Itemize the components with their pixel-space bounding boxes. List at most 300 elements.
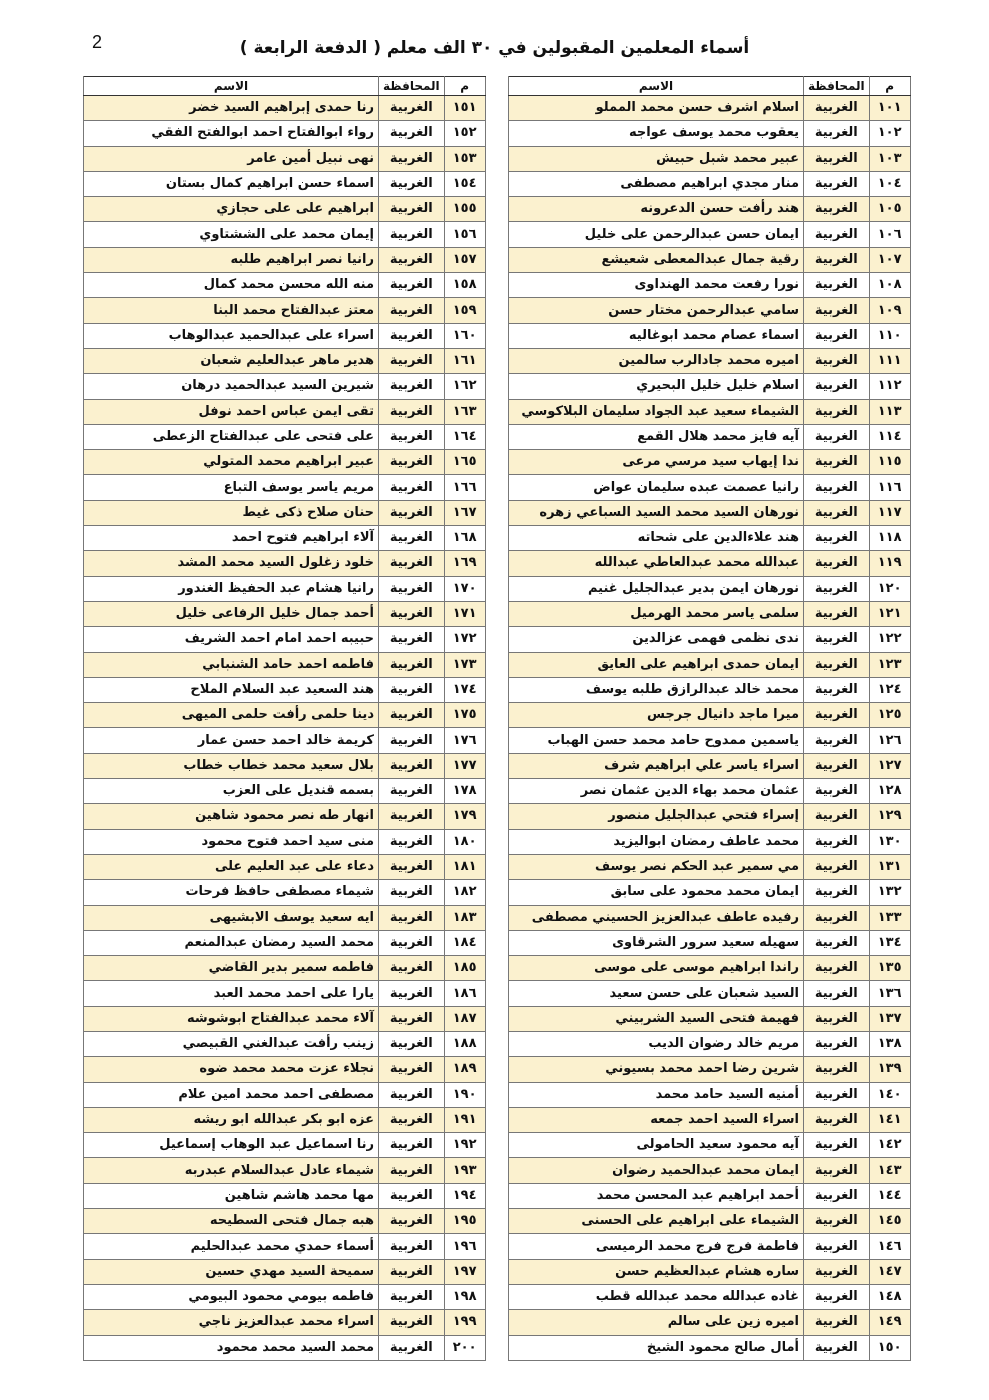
table-row	[509, 1335, 911, 1360]
row-number: ١٤٧	[869, 1259, 910, 1284]
table-row	[509, 1284, 911, 1309]
row-name: منه الله محسن محمد كمال	[84, 273, 379, 298]
row-number: ١٠٧	[869, 247, 910, 272]
row-name: ندا إيهاب سيد مرسي مرعى	[509, 450, 804, 475]
row-governorate: الغربية	[804, 804, 870, 829]
row-name: مها محمد هاشم شاهين	[84, 1183, 379, 1208]
row-governorate: الغربية	[804, 829, 870, 854]
table-row	[509, 551, 911, 576]
row-governorate: الغربية	[804, 880, 870, 905]
row-name: يعقوب محمد يوسف عواجه	[509, 121, 804, 146]
row-name: كريمة خالد احمد حسن عمار	[84, 728, 379, 753]
table-row	[509, 804, 911, 829]
table-row	[84, 121, 486, 146]
row-number: ١٥١	[444, 96, 485, 121]
row-governorate: الغربية	[379, 247, 445, 272]
row-name: منار مجدي ابراهيم مصطفى	[509, 171, 804, 196]
row-governorate: الغربية	[379, 854, 445, 879]
row-governorate: الغربية	[804, 779, 870, 804]
row-governorate: الغربية	[804, 601, 870, 626]
row-number: ١٦٣	[444, 399, 485, 424]
table-row	[84, 930, 486, 955]
table-row	[84, 804, 486, 829]
row-number: ١٩١	[444, 1107, 485, 1132]
table-row	[509, 323, 911, 348]
row-governorate: الغربية	[379, 829, 445, 854]
row-governorate: الغربية	[379, 273, 445, 298]
page-number: 2	[92, 32, 103, 52]
table-row	[84, 1057, 486, 1082]
table-row	[84, 323, 486, 348]
table-row	[84, 247, 486, 272]
row-number: ١١٩	[869, 551, 910, 576]
row-number: ١٩٣	[444, 1158, 485, 1183]
row-governorate: الغربية	[804, 652, 870, 677]
table-row	[84, 1234, 486, 1259]
row-governorate: الغربية	[379, 1209, 445, 1234]
table-row	[84, 779, 486, 804]
names-table-right	[508, 76, 911, 1361]
row-governorate: الغربية	[379, 956, 445, 981]
row-name: ايمان حسن عبدالرحمن على خليل	[509, 222, 804, 247]
row-governorate: الغربية	[379, 551, 445, 576]
row-number: ١١٢	[869, 374, 910, 399]
table-row	[84, 475, 486, 500]
row-name: هبه جمال فتحى السطيحه	[84, 1209, 379, 1234]
row-number: ١٦٨	[444, 526, 485, 551]
row-number: ١٢٦	[869, 728, 910, 753]
row-number: ١٢٧	[869, 753, 910, 778]
row-name: ندى نظمى فهمى عزالدين	[509, 627, 804, 652]
row-name: بلال سعيد محمد خطاب خطاب	[84, 753, 379, 778]
table-row	[84, 399, 486, 424]
row-number: ١٣٣	[869, 905, 910, 930]
row-governorate: الغربية	[804, 171, 870, 196]
row-governorate: الغربية	[804, 1107, 870, 1132]
row-governorate: الغربية	[379, 526, 445, 551]
row-number: ١٦٦	[444, 475, 485, 500]
row-name: إيمان محمد على الششتاوي	[84, 222, 379, 247]
header-name: الاسم	[509, 77, 804, 96]
table-row	[84, 576, 486, 601]
table-row	[509, 677, 911, 702]
row-name: آيه فايز محمد هلال القمع	[509, 424, 804, 449]
row-number: ١٨٠	[444, 829, 485, 854]
table-row	[509, 1158, 911, 1183]
row-governorate: الغربية	[379, 121, 445, 146]
row-number: ١٣٩	[869, 1057, 910, 1082]
row-name: الشيماء على ابراهيم على الحسنى	[509, 1209, 804, 1234]
row-name: رفيده عاطف عبدالعزيز الحسيني مصطفى	[509, 905, 804, 930]
row-number: ١٢٢	[869, 627, 910, 652]
row-name: اسراء محمد عبدالعزيز ناجي	[84, 1310, 379, 1335]
row-governorate: الغربية	[804, 728, 870, 753]
row-name: أسماء حمدي محمد عبدالحليم	[84, 1234, 379, 1259]
row-number: ١٥٩	[444, 298, 485, 323]
table-row	[84, 601, 486, 626]
row-name: بسمه قنديل على العزب	[84, 779, 379, 804]
row-name: آلاء ابراهيم فتوح احمد	[84, 526, 379, 551]
table-row	[509, 854, 911, 879]
table-row	[84, 424, 486, 449]
table-row	[84, 1183, 486, 1208]
row-governorate: الغربية	[379, 703, 445, 728]
row-governorate: الغربية	[804, 1006, 870, 1031]
row-name: مي سمير عبد الحكم نصر يوسف	[509, 854, 804, 879]
row-number: ١٢٤	[869, 677, 910, 702]
row-name: ابراهيم على على حجازي	[84, 197, 379, 222]
row-number: ١١٠	[869, 323, 910, 348]
table-row	[509, 475, 911, 500]
row-governorate: الغربية	[379, 1082, 445, 1107]
table-row	[84, 1284, 486, 1309]
row-name: عبير محمد شبل حبيش	[509, 146, 804, 171]
row-name: اسلام خليل خليل البحيري	[509, 374, 804, 399]
table-row	[84, 652, 486, 677]
row-name: اسراء ياسر علي ابراهيم شرف	[509, 753, 804, 778]
row-number: ١٨٤	[444, 930, 485, 955]
row-number: ١٨٥	[444, 956, 485, 981]
table-row	[84, 1335, 486, 1360]
row-number: ١٩٦	[444, 1234, 485, 1259]
row-number: ١٥٢	[444, 121, 485, 146]
row-number: ١٦٧	[444, 500, 485, 525]
row-number: ١٥٥	[444, 197, 485, 222]
row-governorate: الغربية	[379, 677, 445, 702]
row-number: ١٨٣	[444, 905, 485, 930]
header-name: الاسم	[84, 77, 379, 96]
table-row	[84, 981, 486, 1006]
table-header-row	[84, 77, 486, 96]
row-governorate: الغربية	[379, 1234, 445, 1259]
header-governorate: المحافظة	[379, 77, 445, 96]
row-number: ١٥٠	[869, 1335, 910, 1360]
row-name: دعاء على عبد العليم على	[84, 854, 379, 879]
table-row	[84, 829, 486, 854]
row-number: ١٤٩	[869, 1310, 910, 1335]
row-name: رانيا هشام عبد الحفيظ الغندور	[84, 576, 379, 601]
row-name: محمد السيد رمضان عبدالمنعم	[84, 930, 379, 955]
row-name: أمال صالح محمود الشيخ	[509, 1335, 804, 1360]
row-number: ١٢٣	[869, 652, 910, 677]
row-name: هدير ماهر عبدالعليم شعبان	[84, 348, 379, 373]
row-name: عبير ابراهيم محمد المتولي	[84, 450, 379, 475]
row-governorate: الغربية	[379, 930, 445, 955]
row-governorate: الغربية	[804, 424, 870, 449]
row-number: ١١٤	[869, 424, 910, 449]
row-number: ١٥٤	[444, 171, 485, 196]
row-number: ١٧٩	[444, 804, 485, 829]
row-name: أحمد ابراهيم عبد المحسن محمد	[509, 1183, 804, 1208]
row-name: رنا اسماعيل عبد الوهاب إسماعيل	[84, 1133, 379, 1158]
row-name: معتز عبدالفتاح محمد البنا	[84, 298, 379, 323]
row-name: شيرين السيد عبدالحميد درهان	[84, 374, 379, 399]
table-row	[84, 526, 486, 551]
row-number: ١٧٠	[444, 576, 485, 601]
row-governorate: الغربية	[379, 880, 445, 905]
table-row	[84, 1209, 486, 1234]
row-governorate: الغربية	[804, 627, 870, 652]
row-number: ١٦٤	[444, 424, 485, 449]
row-governorate: الغربية	[804, 1234, 870, 1259]
row-name: أحمد جمال خليل الرفاعى خليل	[84, 601, 379, 626]
table-row	[509, 171, 911, 196]
row-number: ١٦٢	[444, 374, 485, 399]
row-name: منى سيد احمد فتوح محمود	[84, 829, 379, 854]
table-row	[84, 1259, 486, 1284]
row-governorate: الغربية	[379, 424, 445, 449]
row-name: شيماء مصطفى حافظ فرحات	[84, 880, 379, 905]
row-number: ١٩٤	[444, 1183, 485, 1208]
row-governorate: الغربية	[804, 374, 870, 399]
row-name: ياسمين ممدوح حامد محمد حسن الهباب	[509, 728, 804, 753]
table-row	[84, 197, 486, 222]
row-name: اسراء السيد احمد جمعه	[509, 1107, 804, 1132]
row-number: ١٤٥	[869, 1209, 910, 1234]
table-row	[84, 348, 486, 373]
table-row	[509, 753, 911, 778]
row-number: ١٨٩	[444, 1057, 485, 1082]
table-row	[509, 96, 911, 121]
table-row	[84, 753, 486, 778]
table-row	[84, 1107, 486, 1132]
row-governorate: الغربية	[804, 121, 870, 146]
row-governorate: الغربية	[804, 1082, 870, 1107]
row-name: اسراء على عبدالحميد عبدالوهاب	[84, 323, 379, 348]
table-row	[509, 1133, 911, 1158]
row-governorate: الغربية	[804, 753, 870, 778]
row-governorate: الغربية	[379, 627, 445, 652]
table-row	[509, 728, 911, 753]
row-name: رقية جمال عبدالمعطى شعيشع	[509, 247, 804, 272]
row-name: فاطمه بيومي محمود البيومي	[84, 1284, 379, 1309]
row-number: ١٧١	[444, 601, 485, 626]
table-row	[84, 1158, 486, 1183]
row-governorate: الغربية	[804, 526, 870, 551]
row-name: مصطفى احمد محمد امين علام	[84, 1082, 379, 1107]
row-number: ١٦١	[444, 348, 485, 373]
table-row	[84, 1310, 486, 1335]
row-governorate: الغربية	[379, 450, 445, 475]
row-governorate: الغربية	[804, 323, 870, 348]
row-name: مريم ياسر يوسف التباع	[84, 475, 379, 500]
row-governorate: الغربية	[379, 96, 445, 121]
table-row	[84, 450, 486, 475]
row-governorate: الغربية	[804, 1284, 870, 1309]
row-number: ١٩٧	[444, 1259, 485, 1284]
row-name: اميره محمد جادالرب سالمين	[509, 348, 804, 373]
row-number: ١٤١	[869, 1107, 910, 1132]
row-name: ساره هشام عبدالعظيم حسن	[509, 1259, 804, 1284]
table-row	[509, 1183, 911, 1208]
row-number: ١٨١	[444, 854, 485, 879]
row-name: سلمى ياسر محمد الهرميل	[509, 601, 804, 626]
row-governorate: الغربية	[804, 1133, 870, 1158]
row-governorate: الغربية	[379, 1057, 445, 1082]
row-number: ١٨٦	[444, 981, 485, 1006]
row-name: عثمان محمد بهاء الدين عثمان نصر	[509, 779, 804, 804]
row-name: دينا حلمى رأفت حلمى الميهى	[84, 703, 379, 728]
row-name: انهار طه نصر محمود شاهين	[84, 804, 379, 829]
row-governorate: الغربية	[379, 779, 445, 804]
row-name: يارا على احمد محمد العبد	[84, 981, 379, 1006]
table-row	[509, 627, 911, 652]
table-row	[509, 500, 911, 525]
row-name: غاده عبدالله محمد عبدالله قطب	[509, 1284, 804, 1309]
row-governorate: الغربية	[379, 1006, 445, 1031]
row-name: نورهان ايمن بدير عبدالجليل غنيم	[509, 576, 804, 601]
row-governorate: الغربية	[804, 96, 870, 121]
row-name: سامي عبدالرحمن مختار حسن	[509, 298, 804, 323]
table-row	[509, 247, 911, 272]
row-governorate: الغربية	[379, 652, 445, 677]
row-name: أمنيه السيد حامد محمد	[509, 1082, 804, 1107]
row-number: ١٠٥	[869, 197, 910, 222]
row-number: ١٥٦	[444, 222, 485, 247]
table-row	[509, 273, 911, 298]
table-row	[84, 880, 486, 905]
row-number: ١٢٠	[869, 576, 910, 601]
table-row	[509, 1209, 911, 1234]
table-row	[84, 1133, 486, 1158]
row-name: شرين رضا احمد محمد بسيوني	[509, 1057, 804, 1082]
row-number: ١٤٢	[869, 1133, 910, 1158]
table-row	[84, 627, 486, 652]
row-name: حبيبه احمد امام احمد الشريف	[84, 627, 379, 652]
row-name: محمد السيد محمد محمود	[84, 1335, 379, 1360]
table-row	[509, 576, 911, 601]
row-governorate: الغربية	[804, 348, 870, 373]
row-name: رانيا نصر ابراهيم طلبه	[84, 247, 379, 272]
row-number: ١٥٣	[444, 146, 485, 171]
table-row	[509, 399, 911, 424]
row-number: ١٦٩	[444, 551, 485, 576]
row-name: آلاء محمد عبدالفتاح ابوشوشه	[84, 1006, 379, 1031]
table-row	[509, 601, 911, 626]
row-governorate: الغربية	[804, 1209, 870, 1234]
row-name: عزه ابو بكر عبدالله ابو ريشه	[84, 1107, 379, 1132]
row-number: ١٥٧	[444, 247, 485, 272]
row-governorate: الغربية	[379, 1133, 445, 1158]
row-number: ١٢٨	[869, 779, 910, 804]
row-governorate: الغربية	[804, 854, 870, 879]
row-number: ١٩٢	[444, 1133, 485, 1158]
table-row	[509, 1234, 911, 1259]
table-row	[84, 96, 486, 121]
table-row	[509, 1310, 911, 1335]
row-governorate: الغربية	[804, 1158, 870, 1183]
row-name: هند علاءالدين على شحاته	[509, 526, 804, 551]
row-governorate: الغربية	[804, 1031, 870, 1056]
row-name: راندا ابراهيم موسى على موسى	[509, 956, 804, 981]
table-row	[509, 880, 911, 905]
row-governorate: الغربية	[804, 298, 870, 323]
row-number: ١٠٢	[869, 121, 910, 146]
row-number: ١٣١	[869, 854, 910, 879]
row-governorate: الغربية	[804, 146, 870, 171]
table-row	[509, 1031, 911, 1056]
row-governorate: الغربية	[379, 753, 445, 778]
table-row	[509, 703, 911, 728]
row-name: على فتحى على عبدالفتاح الزعطى	[84, 424, 379, 449]
row-governorate: الغربية	[804, 1310, 870, 1335]
row-governorate: الغربية	[379, 1158, 445, 1183]
row-number: ١١٧	[869, 500, 910, 525]
row-number: ١٣٠	[869, 829, 910, 854]
table-row	[509, 197, 911, 222]
row-name: اميره زين على سالم	[509, 1310, 804, 1335]
table-row	[84, 273, 486, 298]
row-name: نجلاء عزت محمد محمد ضوه	[84, 1057, 379, 1082]
row-number: ١٣٤	[869, 930, 910, 955]
table-row	[84, 298, 486, 323]
row-number: ١٨٨	[444, 1031, 485, 1056]
row-governorate: الغربية	[804, 905, 870, 930]
table-row	[84, 222, 486, 247]
row-number: ١٠٣	[869, 146, 910, 171]
row-name: رواء ابوالفتاح احمد ابوالفتح الفقي	[84, 121, 379, 146]
row-number: ١٣٢	[869, 880, 910, 905]
header-num: م	[444, 77, 485, 96]
row-number: ١٩٥	[444, 1209, 485, 1234]
row-name: محمد عاطف رمضان ابواليزيد	[509, 829, 804, 854]
row-governorate: الغربية	[379, 475, 445, 500]
row-governorate: الغربية	[804, 1259, 870, 1284]
row-governorate: الغربية	[379, 601, 445, 626]
row-name: اسلام اشرف حسن محمد المملو	[509, 96, 804, 121]
table-header-row	[509, 77, 911, 96]
table-row	[509, 298, 911, 323]
row-number: ١٧٦	[444, 728, 485, 753]
row-number: ١٤٤	[869, 1183, 910, 1208]
row-governorate: الغربية	[379, 222, 445, 247]
row-name: فاطمه سمير بدير القاضي	[84, 956, 379, 981]
row-governorate: الغربية	[804, 273, 870, 298]
row-name: سهيله سعيد سرور الشرقاوى	[509, 930, 804, 955]
table-row	[84, 1031, 486, 1056]
table-row	[509, 956, 911, 981]
table-row	[84, 677, 486, 702]
header-num: م	[869, 77, 910, 96]
row-governorate: الغربية	[379, 1259, 445, 1284]
row-governorate: الغربية	[804, 399, 870, 424]
table-row	[509, 1006, 911, 1031]
row-number: ١٦٠	[444, 323, 485, 348]
table-row	[509, 905, 911, 930]
row-number: ١١٥	[869, 450, 910, 475]
row-governorate: الغربية	[379, 1183, 445, 1208]
table-row	[84, 171, 486, 196]
row-name: مريم خالد رضوان الديب	[509, 1031, 804, 1056]
row-governorate: الغربية	[379, 197, 445, 222]
row-governorate: الغربية	[804, 930, 870, 955]
row-governorate: الغربية	[804, 222, 870, 247]
table-row	[509, 348, 911, 373]
table-row	[509, 146, 911, 171]
table-row	[509, 1057, 911, 1082]
table-row	[509, 1082, 911, 1107]
table-row	[84, 551, 486, 576]
row-name: حنان صلاح ذكى غيط	[84, 500, 379, 525]
table-row	[84, 905, 486, 930]
table-row	[84, 728, 486, 753]
names-table-left	[83, 76, 486, 1361]
row-name: اسماء عصام محمد ابوغاليه	[509, 323, 804, 348]
row-number: ١٩٠	[444, 1082, 485, 1107]
row-number: ١٣٧	[869, 1006, 910, 1031]
row-number: ١٧٣	[444, 652, 485, 677]
row-name: نورا رفعت محمد الهنداوى	[509, 273, 804, 298]
